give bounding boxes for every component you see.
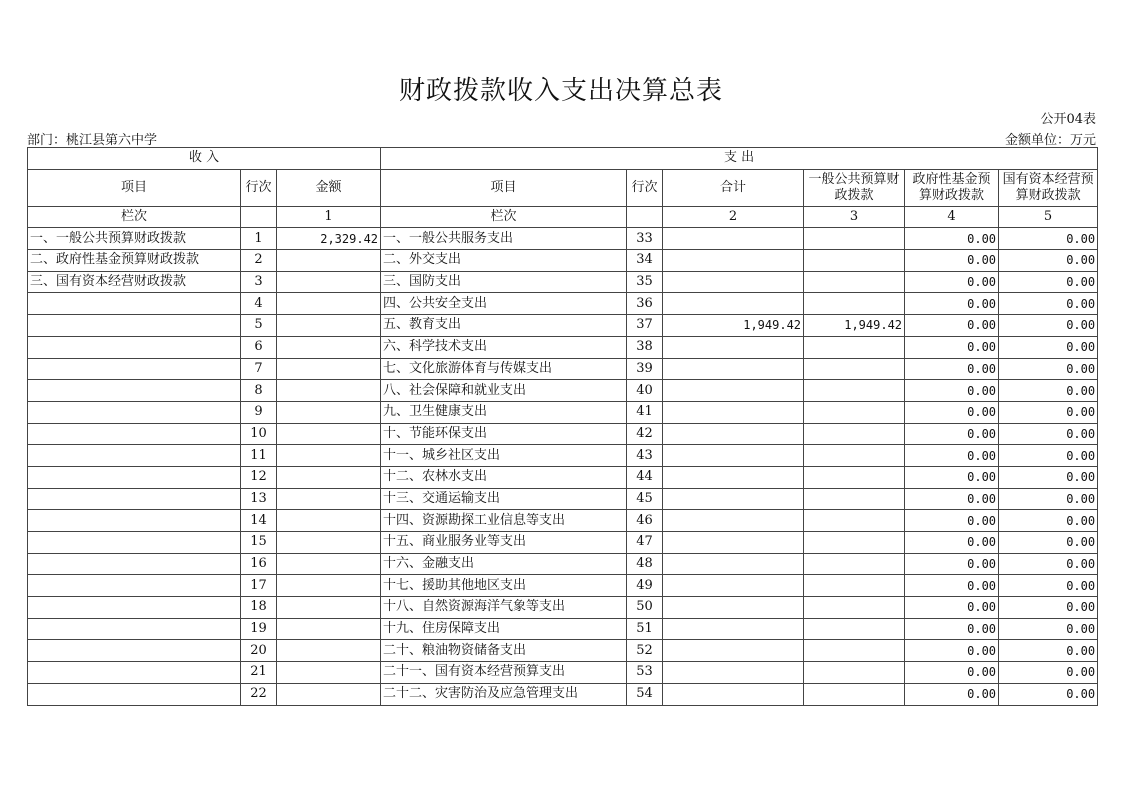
income-line-cell: 17 [241,575,277,597]
table-row [28,358,1098,380]
expense-total-cell [663,358,804,380]
column-label-left: 栏次 [28,206,241,228]
gov-fund-cell: 0.00 [905,683,999,705]
gov-fund-cell: 0.00 [905,662,999,684]
income-amount-cell [277,640,381,662]
expense-total-cell [663,553,804,575]
expense-line-cell: 33 [627,228,663,250]
expense-item-cell: 一、一般公共服务支出 [381,228,627,250]
expense-item-cell: 十五、商业服务业等支出 [381,532,627,554]
expense-item-cell: 十三、交通运输支出 [381,488,627,510]
state-capital-cell: 0.00 [999,597,1098,619]
income-item-cell: 一、一般公共预算财政拨款 [28,228,241,250]
income-line-cell: 21 [241,662,277,684]
income-item-cell [28,575,241,597]
gov-fund-cell: 0.00 [905,293,999,315]
expense-line-header: 行次 [627,169,663,206]
income-amount-cell [277,293,381,315]
state-capital-cell: 0.00 [999,532,1098,554]
gov-fund-cell: 0.00 [905,553,999,575]
income-amount-cell [277,423,381,445]
expense-line-cell: 44 [627,466,663,488]
state-capital-cell: 0.00 [999,445,1098,467]
income-amount-cell [277,315,381,337]
general-budget-cell [804,597,905,619]
income-amount-cell [277,445,381,467]
income-amount-cell [277,662,381,684]
table-row [28,336,1098,358]
income-amount-cell [277,532,381,554]
gov-fund-cell: 0.00 [905,358,999,380]
expense-item-cell: 五、教育支出 [381,315,627,337]
column-empty [241,206,277,228]
income-item-cell [28,662,241,684]
general-budget-cell [804,553,905,575]
expense-total-cell [663,510,804,532]
income-item-cell [28,380,241,402]
expense-total-cell [663,532,804,554]
general-budget-cell [804,271,905,293]
expense-item-cell: 十、节能环保支出 [381,423,627,445]
expense-line-cell: 51 [627,618,663,640]
gov-fund-cell: 0.00 [905,466,999,488]
expense-section-header: 支 出 [381,148,1098,170]
state-capital-cell: 0.00 [999,380,1098,402]
state-capital-header: 国有资本经营预算财政拨款 [999,169,1098,206]
table-row [28,271,1098,293]
table-row [28,380,1098,402]
table-row [28,250,1098,272]
gov-fund-cell: 0.00 [905,445,999,467]
table-row [28,597,1098,619]
income-line-cell: 16 [241,553,277,575]
table-row [28,510,1098,532]
column-label-right: 栏次 [381,206,627,228]
table-row [28,575,1098,597]
expense-item-cell: 十一、城乡社区支出 [381,445,627,467]
expense-total-cell [663,228,804,250]
column-number-4: 4 [905,206,999,228]
gov-fund-cell: 0.00 [905,575,999,597]
income-item-cell [28,488,241,510]
expense-total-cell [663,445,804,467]
general-budget-cell [804,401,905,423]
income-amount-cell [277,250,381,272]
expense-item-cell: 二、外交支出 [381,250,627,272]
income-amount-cell [277,618,381,640]
expense-item-cell: 十四、资源勘探工业信息等支出 [381,510,627,532]
income-line-cell: 19 [241,618,277,640]
general-budget-cell [804,640,905,662]
general-budget-cell [804,575,905,597]
income-line-cell: 8 [241,380,277,402]
income-amount-cell [277,488,381,510]
state-capital-cell: 0.00 [999,510,1098,532]
income-amount-cell [277,597,381,619]
income-item-cell: 三、国有资本经营财政拨款 [28,271,241,293]
expense-item-cell: 八、社会保障和就业支出 [381,380,627,402]
income-item-header: 项目 [28,169,241,206]
expense-line-cell: 45 [627,488,663,510]
expense-line-cell: 48 [627,553,663,575]
expense-total-cell [663,662,804,684]
state-capital-cell: 0.00 [999,553,1098,575]
expense-item-header: 项目 [381,169,627,206]
income-amount-cell [277,575,381,597]
gov-fund-cell: 0.00 [905,532,999,554]
general-budget-cell [804,466,905,488]
gov-fund-cell: 0.00 [905,401,999,423]
income-line-cell: 18 [241,597,277,619]
gov-fund-cell: 0.00 [905,618,999,640]
expense-total-cell [663,293,804,315]
income-amount-cell [277,358,381,380]
gov-fund-cell: 0.00 [905,250,999,272]
income-section-header: 收 入 [28,148,381,170]
income-amount-cell: 2,329.42 [277,228,381,250]
income-line-cell: 22 [241,683,277,705]
expense-total-cell [663,640,804,662]
expense-line-cell: 37 [627,315,663,337]
income-item-cell [28,445,241,467]
income-item-cell [28,401,241,423]
income-amount-cell [277,683,381,705]
general-budget-cell [804,662,905,684]
income-line-cell: 14 [241,510,277,532]
gov-fund-cell: 0.00 [905,380,999,402]
table-row [28,423,1098,445]
income-item-cell [28,466,241,488]
income-amount-cell [277,401,381,423]
column-number-3: 3 [804,206,905,228]
header-row-sections [28,148,1098,170]
general-budget-cell [804,293,905,315]
table-row [28,553,1098,575]
income-item-cell [28,358,241,380]
income-line-cell: 15 [241,532,277,554]
state-capital-cell: 0.00 [999,466,1098,488]
table-row [28,466,1098,488]
expense-total-cell [663,618,804,640]
state-capital-cell: 0.00 [999,228,1098,250]
expense-item-cell: 二十二、灾害防治及应急管理支出 [381,683,627,705]
income-line-cell: 1 [241,228,277,250]
general-budget-cell [804,532,905,554]
expense-line-cell: 35 [627,271,663,293]
expense-total-cell [663,597,804,619]
budget-table [27,147,1098,706]
gov-fund-cell: 0.00 [905,597,999,619]
income-line-cell: 7 [241,358,277,380]
state-capital-cell: 0.00 [999,401,1098,423]
expense-item-cell: 二十一、国有资本经营预算支出 [381,662,627,684]
amount-unit-label: 金额单位：万元 [1004,133,1096,148]
general-budget-cell [804,336,905,358]
page-title: 财政拨款收入支出决算总表 [398,76,723,106]
general-budget-cell [804,423,905,445]
expense-total-cell [663,575,804,597]
income-line-cell: 13 [241,488,277,510]
income-line-cell: 5 [241,315,277,337]
column-number-5: 5 [999,206,1098,228]
general-budget-cell [804,618,905,640]
gov-fund-cell: 0.00 [905,315,999,337]
income-item-cell [28,640,241,662]
expense-line-cell: 43 [627,445,663,467]
state-capital-cell: 0.00 [999,423,1098,445]
state-capital-cell: 0.00 [999,575,1098,597]
income-amount-cell [277,466,381,488]
general-budget-cell [804,683,905,705]
gov-fund-cell: 0.00 [905,510,999,532]
expense-item-cell: 三、国防支出 [381,271,627,293]
expense-item-cell: 七、文化旅游体育与传媒支出 [381,358,627,380]
income-item-cell [28,336,241,358]
income-amount-cell [277,380,381,402]
income-item-cell [28,293,241,315]
income-line-cell: 3 [241,271,277,293]
state-capital-cell: 0.00 [999,293,1098,315]
expense-total-cell [663,336,804,358]
table-row [28,228,1098,250]
income-line-cell: 10 [241,423,277,445]
state-capital-cell: 0.00 [999,618,1098,640]
income-item-cell [28,597,241,619]
income-item-cell: 二、政府性基金预算财政拨款 [28,250,241,272]
general-budget-cell [804,228,905,250]
expense-line-cell: 38 [627,336,663,358]
gov-fund-cell: 0.00 [905,488,999,510]
general-budget-cell [804,380,905,402]
expense-line-cell: 36 [627,293,663,315]
expense-total-header: 合计 [663,169,804,206]
column-empty [627,206,663,228]
income-line-cell: 6 [241,336,277,358]
expense-total-cell [663,423,804,445]
column-number-row [28,206,1098,228]
expense-total-cell [663,466,804,488]
table-row [28,445,1098,467]
expense-item-cell: 二十、粮油物资储备支出 [381,640,627,662]
column-number-2: 2 [663,206,804,228]
expense-line-cell: 49 [627,575,663,597]
expense-total-cell [663,271,804,293]
income-item-cell [28,532,241,554]
expense-line-cell: 41 [627,401,663,423]
expense-line-cell: 53 [627,662,663,684]
income-line-cell: 11 [241,445,277,467]
department-label: 部门：桃江县第六中学 [27,133,158,148]
expense-item-cell: 九、卫生健康支出 [381,401,627,423]
income-line-cell: 12 [241,466,277,488]
table-row [28,401,1098,423]
income-line-cell: 20 [241,640,277,662]
income-item-cell [28,423,241,445]
expense-total-cell [663,488,804,510]
table-row [28,315,1098,337]
income-item-cell [28,510,241,532]
form-number: 公开04表 [1040,112,1096,127]
expense-item-cell: 十七、援助其他地区支出 [381,575,627,597]
general-budget-cell [804,358,905,380]
gov-fund-cell: 0.00 [905,228,999,250]
general-budget-cell [804,510,905,532]
header-row-columns [28,169,1098,206]
table-row [28,640,1098,662]
income-amount-cell [277,510,381,532]
income-item-cell [28,553,241,575]
general-budget-cell [804,445,905,467]
general-budget-cell: 1,949.42 [804,315,905,337]
expense-line-cell: 42 [627,423,663,445]
table-row [28,532,1098,554]
state-capital-cell: 0.00 [999,271,1098,293]
state-capital-cell: 0.00 [999,336,1098,358]
column-number-1: 1 [277,206,381,228]
gov-fund-header: 政府性基金预算财政拨款 [905,169,999,206]
income-item-cell [28,315,241,337]
gov-fund-cell: 0.00 [905,336,999,358]
state-capital-cell: 0.00 [999,662,1098,684]
expense-line-cell: 50 [627,597,663,619]
income-amount-cell [277,336,381,358]
expense-total-cell [663,380,804,402]
table-row [28,488,1098,510]
expense-total-cell [663,250,804,272]
income-line-cell: 2 [241,250,277,272]
table-row [28,293,1098,315]
expense-line-cell: 52 [627,640,663,662]
income-item-cell [28,683,241,705]
income-line-cell: 4 [241,293,277,315]
gov-fund-cell: 0.00 [905,271,999,293]
expense-item-cell: 六、科学技术支出 [381,336,627,358]
expense-item-cell: 十八、自然资源海洋气象等支出 [381,597,627,619]
income-line-cell: 9 [241,401,277,423]
expense-line-cell: 34 [627,250,663,272]
expense-item-cell: 十六、金融支出 [381,553,627,575]
income-line-header: 行次 [241,169,277,206]
income-amount-cell [277,553,381,575]
general-budget-cell [804,488,905,510]
table-row [28,662,1098,684]
gov-fund-cell: 0.00 [905,640,999,662]
expense-total-cell [663,401,804,423]
expense-line-cell: 46 [627,510,663,532]
gov-fund-cell: 0.00 [905,423,999,445]
state-capital-cell: 0.00 [999,358,1098,380]
expense-item-cell: 十九、住房保障支出 [381,618,627,640]
expense-total-cell [663,683,804,705]
state-capital-cell: 0.00 [999,250,1098,272]
table-row [28,683,1098,705]
state-capital-cell: 0.00 [999,683,1098,705]
table-row [28,618,1098,640]
income-item-cell [28,618,241,640]
expense-line-cell: 40 [627,380,663,402]
expense-item-cell: 十二、农林水支出 [381,466,627,488]
state-capital-cell: 0.00 [999,640,1098,662]
state-capital-cell: 0.00 [999,488,1098,510]
expense-line-cell: 54 [627,683,663,705]
income-amount-cell [277,271,381,293]
general-budget-cell [804,250,905,272]
income-amount-header: 金额 [277,169,381,206]
expense-line-cell: 47 [627,532,663,554]
expense-total-cell: 1,949.42 [663,315,804,337]
expense-item-cell: 四、公共安全支出 [381,293,627,315]
state-capital-cell: 0.00 [999,315,1098,337]
expense-line-cell: 39 [627,358,663,380]
general-budget-header: 一般公共预算财政拨款 [804,169,905,206]
